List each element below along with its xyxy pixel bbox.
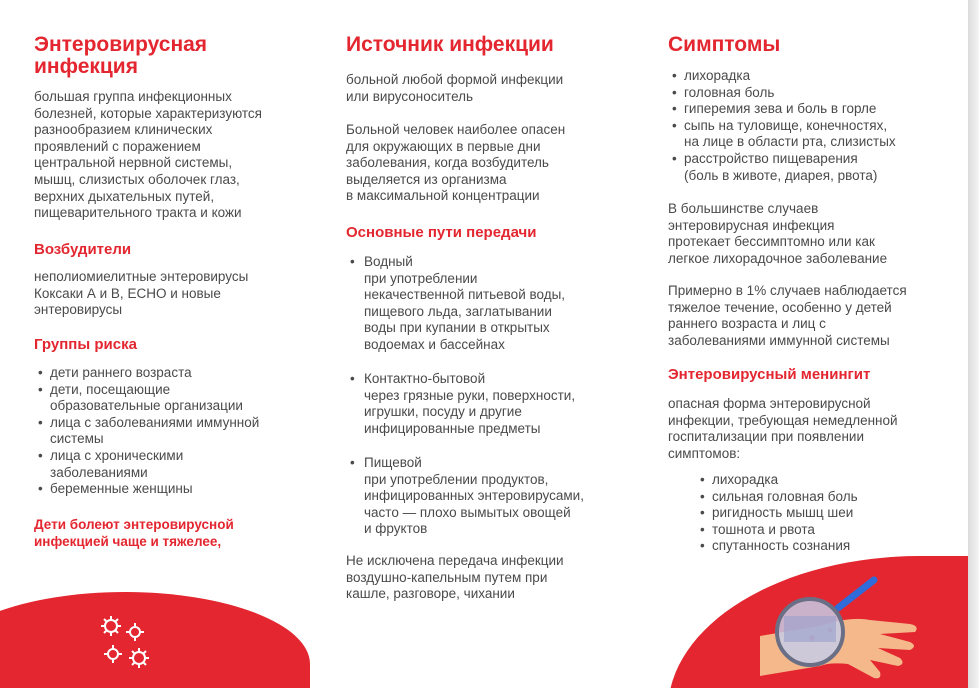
- list-item: • беременные женщины: [34, 481, 314, 498]
- intro-text: большая группа инфекционных болезней, которые характеризуются разнообразием клинических проявлений с поражением центральной нервной системы, мышц, слизистых оболочек глаз, верхних дыхательных путей, пищеварительного тракта и кожи: [34, 89, 262, 221]
- heading-meningitis: Энтеровирусный менингит: [668, 366, 871, 383]
- heading-risk-groups: Группы риска: [34, 336, 137, 353]
- list-item: • сыпь на туловище, конечностях, на лице в области рта, слизистых: [668, 118, 953, 151]
- route-contact: [346, 371, 621, 437]
- meningitis-symptoms-list: [696, 472, 946, 555]
- list-item: • ригидность мышц шеи: [696, 505, 946, 522]
- list-item: • лица с заболеваниями иммунной системы: [34, 415, 314, 448]
- meningitis-text: опасная форма энтеровирусной инфекции, требующая немедленной госпитализации при появлении симптомов:: [668, 396, 898, 461]
- route-text: через грязные руки, поверхности, игрушки, посуду и другие инфицированные предметы: [364, 387, 576, 436]
- list-item: • спутанность сознания: [696, 538, 946, 555]
- route-food: [346, 455, 626, 538]
- page-edge-shadow: [968, 0, 979, 688]
- pathogens-text: неполиомиелитные энтеровирусы Коксаки А и В, ЕСНО и новые энтеровирусы: [34, 269, 249, 318]
- route-title: • Контактно-бытовой: [346, 371, 621, 388]
- list-item: • гиперемия зева и боль в горле: [668, 101, 953, 118]
- list-item: • лица с хроническими заболеваниями: [34, 448, 314, 481]
- list-item: • расстройство пищеварения (боль в животе, диарея, рвота): [668, 151, 953, 184]
- list-item: • лихорадка: [668, 68, 953, 85]
- list-item: • сильная головная боль: [696, 489, 946, 506]
- route-title: • Пищевой: [346, 455, 626, 472]
- heading-pathogens: Возбудители: [34, 241, 132, 258]
- symptoms-list: [668, 68, 953, 184]
- route-title: • Водный: [346, 254, 621, 271]
- asymptomatic-text: В большинстве случаев энтеровирусная инфекция протекает бессимптомно или как легкое лихорадочное заболевание: [668, 201, 888, 266]
- route-water: [346, 254, 621, 354]
- route-text: при употреблении некачественной питьевой воды, пищевого льда, заглатывании воды при купании в открытых водоемах и бассейнах: [364, 270, 566, 352]
- list-item: • дети, посещающие образовательные организации: [34, 382, 314, 415]
- list-item: • лихорадка: [696, 472, 946, 489]
- danger-text: Больной человек наиболее опасен для окружающих в первые дни заболевания, когда возбудитель выделяется из организма в максимальной концентрации: [346, 122, 566, 204]
- title-symptoms: Симптомы: [668, 33, 781, 56]
- risk-list: [34, 365, 314, 498]
- magnifier-icon: [774, 576, 884, 676]
- source-text: больной любой формой инфекции или вирусоноситель: [346, 72, 564, 104]
- title-source: Источник инфекции: [346, 33, 554, 56]
- list-item: • тошнота и рвота: [696, 522, 946, 539]
- route-text: при употреблении продуктов, инфицированных энтеровирусами, часто — плохо вымытых овощей и фруктов: [364, 471, 584, 537]
- severe-text: Примерно в 1% случаев наблюдается тяжелое течение, особенно у детей раннего возраста и лиц с заболеваниями иммунной системы: [668, 283, 907, 348]
- title-enterovirus: Энтеровирусная инфекция: [34, 33, 208, 78]
- airborne-text: Не исключена передача инфекции воздушно-капельным путем при кашле, разговоре, чихании: [346, 553, 564, 602]
- heading-routes: Основные пути передачи: [346, 224, 537, 241]
- children-note: Дети болеют энтеровирусной инфекцией чаще и тяжелее,: [34, 517, 234, 549]
- list-item: • головная боль: [668, 85, 953, 102]
- virus-icon: [95, 612, 157, 674]
- list-item: • дети раннего возраста: [34, 365, 314, 382]
